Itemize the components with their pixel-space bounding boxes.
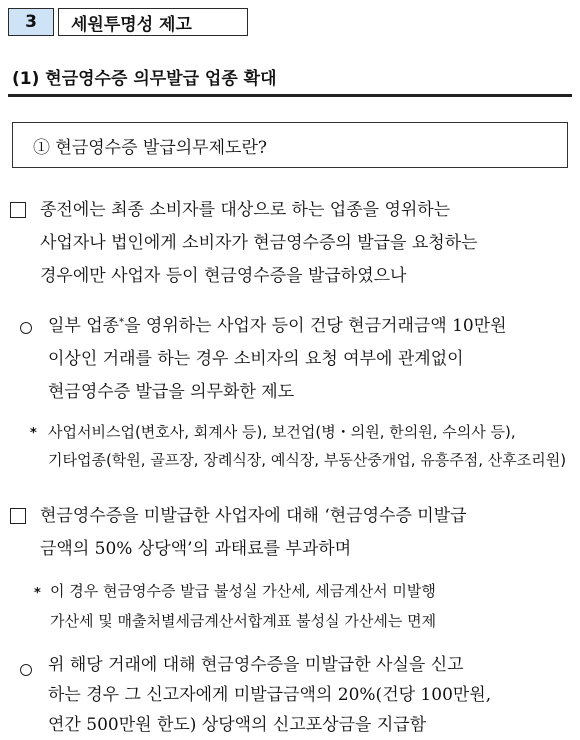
paragraph-1-line: 사업자나 법인에게 소비자가 현금영수증의 발급을 요청하는 bbox=[40, 233, 478, 253]
note-1-star: * bbox=[30, 426, 37, 441]
note-1-line: 사업서비스업(변호사, 회계사 등), 보건업(병・의원, 한의원, 수의사 등), bbox=[48, 423, 516, 441]
note-1 bbox=[48, 418, 578, 474]
sub-point-1-text: 을 영위하는 사업자 등이 건당 현금거래금액 10만원 bbox=[124, 316, 507, 336]
note-2-line: 가산세 및 매출처별세금계산서합계표 불성실 가산세는 면제 bbox=[50, 612, 437, 630]
subsection-heading: (1) 현금영수증 의무발급 업종 확대 bbox=[12, 69, 277, 89]
sub-point-2-line: 위 해당 거래에 대해 현금영수증을 미발급한 사실을 신고 bbox=[48, 655, 464, 675]
question-box bbox=[12, 122, 568, 168]
paragraph-2-line: 금액의 50% 상당액’의 과태료를 부과하며 bbox=[40, 539, 352, 559]
note-1-line: 기타업종(학원, 골프장, 장례식장, 예식장, 부동산중개업, 유흥주점, 산후조리원) bbox=[48, 451, 567, 469]
sub-point-2-line: 하는 경우 그 신고자에게 미발급금액의 20%(건당 100만원, bbox=[48, 685, 492, 705]
circle-bullet-icon bbox=[20, 664, 32, 676]
heading-rule bbox=[8, 94, 572, 97]
note-2-star: * bbox=[34, 586, 41, 601]
paragraph-2-line: 현금영수증을 미발급한 사업자에 대해 ‘현금영수증 미발급 bbox=[40, 506, 467, 526]
sub-point-1 bbox=[48, 310, 578, 409]
sub-point-1-text: 일부 업종 bbox=[48, 316, 120, 336]
circle-bullet-icon bbox=[20, 322, 32, 334]
sub-point-1-line: 이상인 거래를 하는 경우 소비자의 요청 여부에 관계없이 bbox=[48, 349, 464, 369]
note-2 bbox=[50, 576, 578, 636]
sub-point-2-line: 연간 500만원 한도) 상당액의 신고포상금을 지급함 bbox=[48, 715, 427, 735]
square-bullet-icon bbox=[10, 508, 26, 524]
section-number: 3 bbox=[8, 8, 54, 36]
paragraph-1-line: 종전에는 최종 소비자를 대상으로 하는 업종을 영위하는 bbox=[40, 200, 451, 220]
question-text: ① 현금영수증 발급의무제도란? bbox=[33, 137, 267, 158]
sub-point-2 bbox=[48, 650, 578, 740]
sub-point-1-line: 현금영수증 발급을 의무화한 제도 bbox=[48, 382, 295, 402]
paragraph-1 bbox=[40, 194, 576, 293]
note-2-line: 이 경우 현금영수증 발급 불성실 가산세, 세금계산서 미발행 bbox=[50, 582, 436, 600]
paragraph-1-line: 경우에만 사업자 등이 현금영수증을 발급하였으나 bbox=[40, 266, 407, 286]
square-bullet-icon bbox=[10, 202, 26, 218]
footnote-star: * bbox=[119, 317, 125, 328]
section-title: 세원투명성 제고 bbox=[58, 8, 248, 36]
paragraph-2 bbox=[40, 500, 576, 566]
